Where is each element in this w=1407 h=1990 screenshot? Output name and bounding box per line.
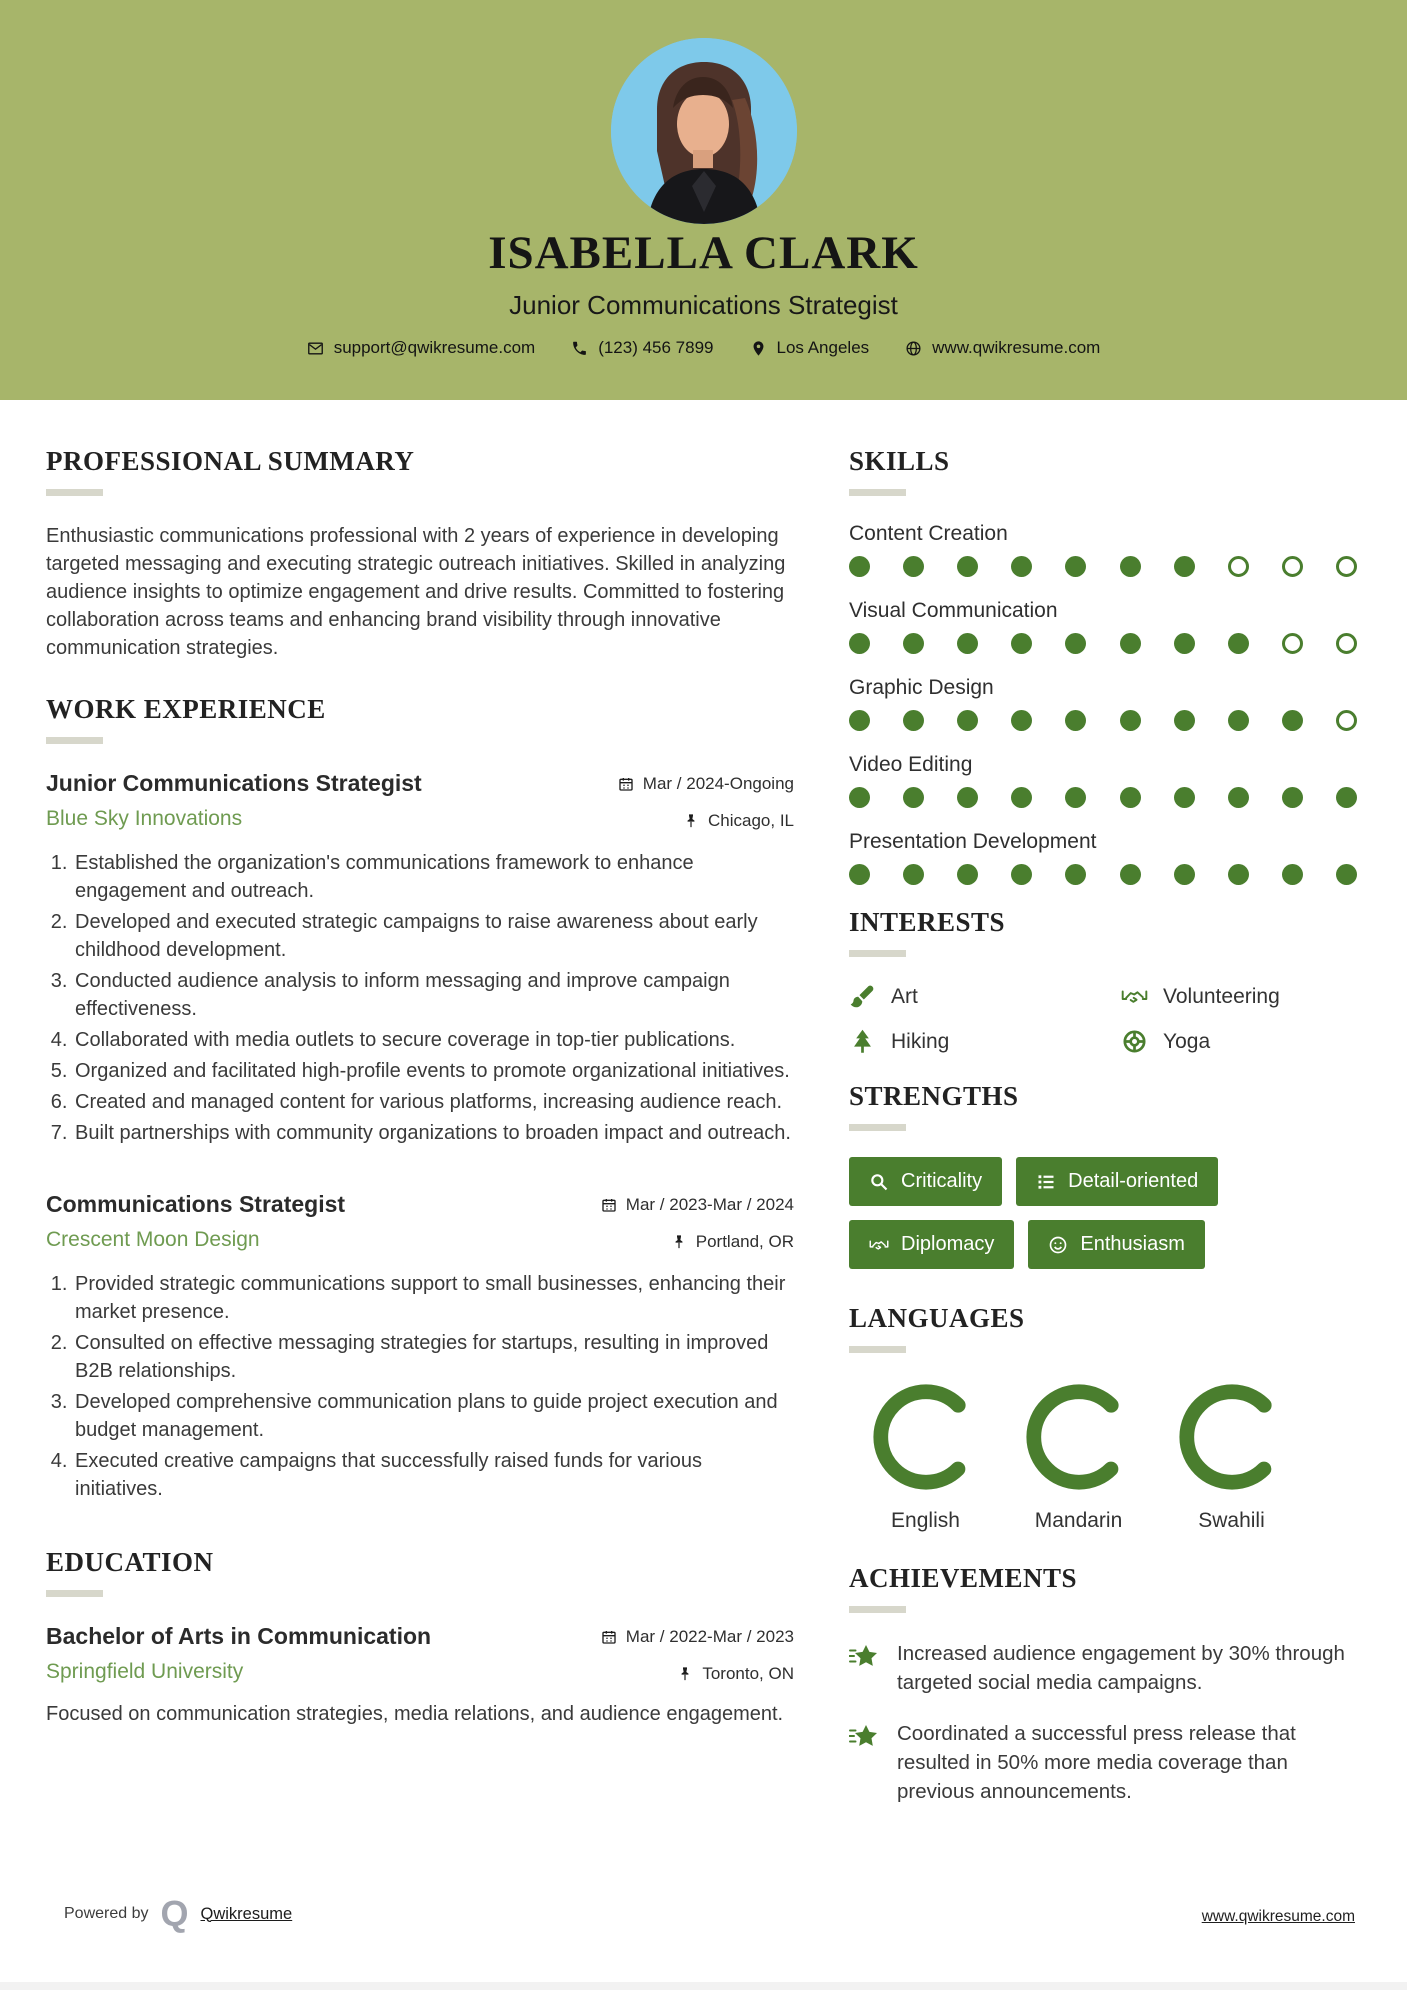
skill-dot-filled — [849, 864, 870, 885]
job-bullet: 4. Executed creative campaigns that successfully raised funds for various initiatives. — [73, 1447, 794, 1503]
achievement-item — [849, 1639, 1357, 1697]
language-label: Swahili — [1198, 1509, 1265, 1532]
contact-item[interactable] — [905, 338, 1100, 358]
languages-section — [849, 1303, 1357, 1533]
interest-item — [1121, 983, 1357, 1010]
heading-underline — [849, 489, 906, 496]
summary-section — [46, 446, 794, 662]
skill-dot-filled — [1228, 710, 1249, 731]
tree-icon — [849, 1028, 876, 1055]
skill-name: Content Creation — [849, 522, 1008, 545]
skill-dot-filled — [1011, 787, 1032, 808]
contact-text: Los Angeles — [776, 338, 870, 357]
language-ring — [1155, 1379, 1308, 1495]
handshake-icon — [1121, 983, 1148, 1010]
lifebuoy-icon — [1121, 1028, 1148, 1055]
interest-item — [1121, 1028, 1357, 1055]
strength-chip — [1028, 1220, 1205, 1269]
smiley-icon — [1048, 1235, 1068, 1255]
job-location — [671, 1228, 794, 1252]
job-bullet: 1. Established the organization's communications framework to enhance engagement and outreach. — [73, 849, 794, 905]
job-date — [601, 1191, 794, 1215]
contact-item[interactable] — [307, 338, 536, 358]
job-entry — [46, 770, 794, 1147]
interest-label: Hiking — [891, 1029, 950, 1053]
skill-dot-filled — [903, 633, 924, 654]
achievement-item — [849, 1719, 1357, 1806]
skill-dot-filled — [903, 710, 924, 731]
skill-item — [849, 676, 1357, 731]
job-sub-row — [46, 1228, 794, 1252]
skill-name: Visual Communication — [849, 599, 1058, 622]
skill-dot-filled — [1120, 556, 1141, 577]
summary-heading: PROFESSIONAL SUMMARY — [46, 446, 415, 476]
skill-dot-filled — [1065, 710, 1086, 731]
interest-label: Art — [891, 984, 918, 1008]
job-date-text: Mar / 2024-Ongoing — [642, 774, 794, 793]
candidate-name: ISABELLA CLARK — [488, 227, 919, 279]
education-entry — [46, 1623, 794, 1728]
achievements-heading: ACHIEVEMENTS — [849, 1563, 1078, 1593]
heading-underline — [849, 1346, 906, 1353]
skill-dot-filled — [903, 787, 924, 808]
language-ring — [849, 1379, 1002, 1495]
skill-dot-empty — [1336, 710, 1357, 731]
strengths-heading: STRENGTHS — [849, 1081, 1019, 1111]
skill-item — [849, 522, 1357, 577]
skill-dot-filled — [1228, 864, 1249, 885]
education-sub-row — [46, 1660, 794, 1684]
education-section — [46, 1547, 794, 1728]
skill-dot-filled — [1011, 556, 1032, 577]
skill-dot-filled — [849, 556, 870, 577]
qwikresume-link[interactable]: Qwikresume — [200, 1904, 293, 1923]
strength-label: Criticality — [901, 1170, 983, 1192]
location-icon — [750, 340, 767, 357]
languages-heading: LANGUAGES — [849, 1303, 1025, 1333]
skill-dot-filled — [957, 633, 978, 654]
language-item — [849, 1379, 1002, 1533]
skill-dot-empty — [1282, 556, 1303, 577]
job-title-row — [46, 770, 794, 797]
heading-underline — [849, 950, 906, 957]
interests-section — [849, 907, 1357, 1055]
skill-dot-filled — [1174, 787, 1195, 808]
job-entry — [46, 1191, 794, 1503]
job-bullets — [46, 1270, 794, 1503]
skill-dot-filled — [1011, 710, 1032, 731]
strength-label: Diplomacy — [901, 1233, 995, 1255]
interest-label: Volunteering — [1163, 984, 1280, 1008]
skill-dot-filled — [1336, 787, 1357, 808]
skill-dot-filled — [957, 864, 978, 885]
skill-dot-filled — [1282, 787, 1303, 808]
company-name: Crescent Moon Design — [46, 1228, 260, 1251]
contact-text: www.qwikresume.com — [932, 338, 1101, 357]
job-title-row — [46, 1191, 794, 1218]
education-location — [677, 1660, 794, 1684]
education-description: Focused on communication strategies, media relations, and audience engagement. — [46, 1703, 784, 1725]
skill-dot-filled — [849, 633, 870, 654]
interests-heading: INTERESTS — [849, 907, 1006, 937]
list-icon — [1036, 1172, 1056, 1192]
skill-dot-filled — [1120, 864, 1141, 885]
footer — [64, 1893, 293, 1934]
star-icon — [849, 1719, 881, 1806]
skill-item — [849, 753, 1357, 808]
interest-label: Yoga — [1163, 1029, 1211, 1053]
job-bullet: 7. Built partnerships with community organizations to broaden impact and outreach. — [73, 1119, 794, 1147]
strength-chip — [849, 1157, 1002, 1206]
heading-underline — [849, 1606, 906, 1613]
job-bullet: 3. Conducted audience analysis to inform messaging and improve campaign effectiveness. — [73, 967, 794, 1023]
skill-dot-filled — [1120, 710, 1141, 731]
skill-dot-empty — [1228, 556, 1249, 577]
skill-name: Presentation Development — [849, 830, 1097, 853]
qwikresume-logo-icon: Q — [160, 1893, 189, 1934]
job-bullet: 3. Developed comprehensive communication plans to guide project execution and budget management. — [73, 1388, 794, 1444]
skill-dot-filled — [903, 556, 924, 577]
skills-heading: SKILLS — [849, 446, 950, 476]
language-label: English — [891, 1509, 960, 1532]
job-bullets — [46, 849, 794, 1147]
skill-dot-filled — [1174, 864, 1195, 885]
job-title: Communications Strategist — [46, 1191, 346, 1217]
powered-by-text: Powered by — [64, 1905, 149, 1922]
work-experience-section — [46, 694, 794, 1503]
star-icon — [849, 1639, 881, 1697]
email-icon — [307, 340, 324, 357]
job-bullet: 5. Organized and facilitated high-profile events to promote organizational initiatives. — [73, 1057, 794, 1085]
strength-chip — [1016, 1157, 1218, 1206]
education-heading: EDUCATION — [46, 1547, 214, 1577]
job-title: Junior Communications Strategist — [46, 770, 422, 796]
paintbrush-icon — [849, 983, 876, 1010]
job-location — [683, 807, 794, 831]
contact-item — [750, 338, 870, 358]
achievement-text: Increased audience engagement by 30% through targeted social media campaigns. — [897, 1642, 1345, 1694]
job-location-text: Chicago, IL — [708, 811, 794, 830]
skill-dot-filled — [1120, 787, 1141, 808]
heading-underline — [46, 1590, 103, 1597]
language-ring — [1002, 1379, 1155, 1495]
language-item — [1155, 1379, 1308, 1533]
skill-dot-filled — [1065, 633, 1086, 654]
interest-item — [849, 983, 1121, 1010]
languages-list — [849, 1379, 1357, 1533]
education-date — [601, 1623, 794, 1647]
globe-icon — [905, 340, 922, 357]
skill-dot-filled — [1065, 787, 1086, 808]
skill-item — [849, 830, 1357, 885]
skill-dot-filled — [957, 787, 978, 808]
degree-title: Bachelor of Arts in Communication — [46, 1623, 432, 1649]
strengths-chips — [849, 1157, 1289, 1269]
school-name: Springfield University — [46, 1660, 244, 1683]
skill-dots — [849, 864, 1357, 885]
contact-item — [571, 338, 713, 358]
language-label: Mandarin — [1034, 1509, 1123, 1532]
skill-dot-filled — [1065, 556, 1086, 577]
calendar-icon — [618, 776, 634, 792]
contact-row — [0, 338, 1407, 358]
job-location-text: Portland, OR — [695, 1232, 794, 1251]
pin-icon — [671, 1234, 687, 1250]
pin-icon — [677, 1666, 693, 1682]
calendar-icon — [601, 1197, 617, 1213]
pin-icon — [683, 813, 699, 829]
contact-text: support@qwikresume.com — [333, 338, 536, 357]
company-name: Blue Sky Innovations — [46, 807, 243, 830]
skill-dots — [849, 787, 1357, 808]
skill-dots — [849, 710, 1357, 731]
skill-dot-filled — [1228, 633, 1249, 654]
education-location-text: Toronto, ON — [702, 1664, 794, 1683]
skill-dot-filled — [903, 864, 924, 885]
contact-text: (123) 456 7899 — [598, 338, 714, 357]
heading-underline — [46, 737, 103, 744]
skill-dot-filled — [1282, 864, 1303, 885]
skill-dots — [849, 633, 1357, 654]
skill-item — [849, 599, 1357, 654]
job-list — [46, 770, 794, 1503]
skill-dot-filled — [1011, 864, 1032, 885]
skill-dot-filled — [849, 787, 870, 808]
skill-dot-filled — [957, 556, 978, 577]
skill-dot-filled — [1065, 864, 1086, 885]
bottom-strip — [0, 1982, 1407, 1990]
header — [0, 0, 1407, 400]
calendar-icon — [601, 1629, 617, 1645]
skill-dot-empty — [1336, 556, 1357, 577]
skill-dot-filled — [1336, 864, 1357, 885]
job-date-text: Mar / 2023-Mar / 2024 — [625, 1195, 794, 1214]
summary-text: Enthusiastic communications professional with 2 years of experience in developing targeted messaging and executing strategic outreach initiatives. Skilled in analyzing audience insights to optimize engagement and drive results. Committed to fostering collaboration across teams and enhancing brand visibility through innovative communication strategies. — [46, 525, 786, 659]
education-title-row — [46, 1623, 794, 1650]
skill-dot-filled — [1174, 710, 1195, 731]
skill-dot-filled — [849, 710, 870, 731]
strengths-section — [849, 1081, 1357, 1269]
job-sub-row — [46, 807, 794, 831]
profile-photo — [611, 38, 797, 224]
interests-grid — [849, 983, 1357, 1055]
strength-chip — [849, 1220, 1014, 1269]
language-item — [1002, 1379, 1155, 1533]
job-bullet: 6. Created and managed content for various platforms, increasing audience reach. — [73, 1088, 794, 1116]
job-date — [618, 770, 794, 794]
candidate-title: Junior Communications Strategist — [509, 290, 898, 320]
skills-section — [849, 446, 1357, 885]
work-heading: WORK EXPERIENCE — [46, 694, 326, 724]
skill-dot-filled — [1282, 710, 1303, 731]
skill-dot-filled — [1120, 633, 1141, 654]
skill-name: Video Editing — [849, 753, 973, 776]
education-date-text: Mar / 2022-Mar / 2023 — [625, 1627, 794, 1646]
skill-dots — [849, 556, 1357, 577]
skill-dot-filled — [1228, 787, 1249, 808]
skill-dot-empty — [1282, 633, 1303, 654]
right-column — [849, 446, 1357, 1828]
handshake-icon — [869, 1235, 889, 1255]
skill-dot-filled — [957, 710, 978, 731]
achievement-text: Coordinated a successful press release that resulted in 50% more media coverage than previous announcements. — [897, 1722, 1296, 1803]
footer-site-link[interactable]: www.qwikresume.com — [1201, 1908, 1355, 1925]
phone-icon — [571, 340, 588, 357]
job-bullet: 1. Provided strategic communications support to small businesses, enhancing their market presence. — [73, 1270, 794, 1326]
skill-dot-filled — [1011, 633, 1032, 654]
skill-dot-filled — [1174, 556, 1195, 577]
job-bullet: 4. Collaborated with media outlets to secure coverage in top-tier publications. — [73, 1026, 794, 1054]
strength-label: Enthusiasm — [1080, 1233, 1185, 1255]
skill-dot-empty — [1336, 633, 1357, 654]
skill-name: Graphic Design — [849, 676, 994, 699]
job-bullet: 2. Consulted on effective messaging strategies for startups, resulting in improved B2B relationships. — [73, 1329, 794, 1385]
avatar — [611, 38, 797, 224]
search-icon — [869, 1172, 889, 1192]
job-bullet: 2. Developed and executed strategic campaigns to raise awareness about early childhood development. — [73, 908, 794, 964]
strength-label: Detail-oriented — [1068, 1170, 1199, 1192]
heading-underline — [849, 1124, 906, 1131]
interest-item — [849, 1028, 1121, 1055]
heading-underline — [46, 489, 103, 496]
achievements-list — [849, 1639, 1357, 1806]
achievements-section — [849, 1563, 1357, 1806]
skill-dot-filled — [1174, 633, 1195, 654]
skills-list — [849, 522, 1357, 885]
left-column — [46, 446, 794, 1772]
